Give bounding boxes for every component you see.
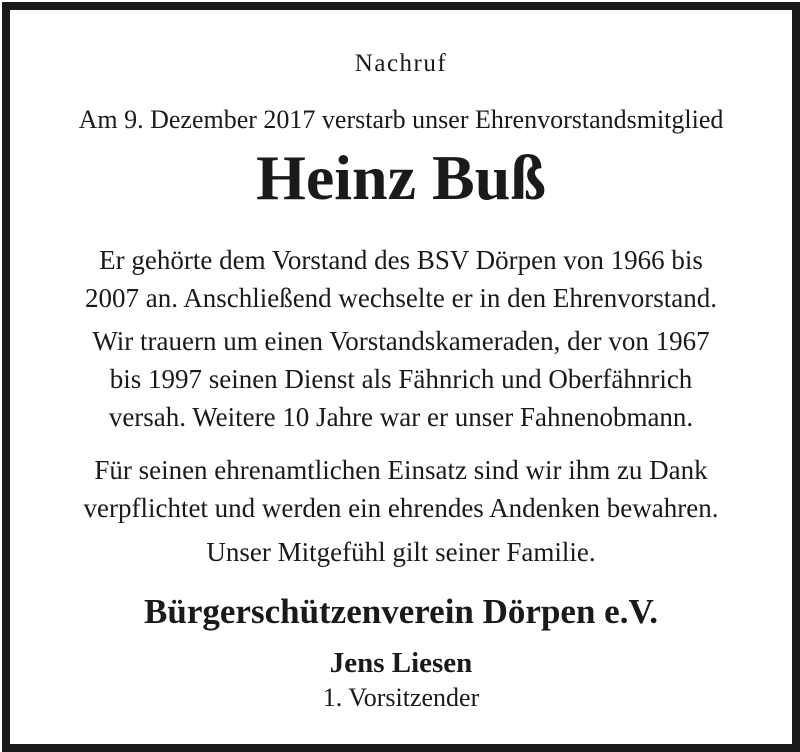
organization-name: Bürgerschützenverein Dörpen e.V. — [144, 592, 658, 631]
text-line: verpflichtet und werden ein ehrendes Andenken bewahren. — [83, 493, 719, 523]
text-line: versah. Weitere 10 Jahre war er unser Fahnenobmann. — [108, 402, 694, 432]
notice-heading: Nachruf — [354, 50, 448, 77]
paragraph-service — [10, 322, 792, 436]
signer-name: Jens Liesen — [329, 647, 473, 679]
obituary-notice — [2, 2, 800, 752]
text-line: Wir trauern um einen Vorstandskameraden, der von 1967 — [92, 326, 710, 356]
text-line: Für seinen ehrenamtlichen Einsatz sind wir ihm zu Dank — [94, 455, 708, 485]
text-line: 2007 an. Anschließend wechselte er in den Ehrenvorstand. — [84, 283, 718, 313]
text-line: Er gehörte dem Vorstand des BSV Dörpen von 1966 bis — [99, 245, 703, 275]
paragraph-gratitude — [10, 451, 792, 527]
sympathy-text: Unser Mitgefühl gilt seiner Familie. — [206, 537, 596, 567]
intro-text: Am 9. Dezember 2017 verstarb unser Ehrenvorstandsmitglied — [78, 105, 724, 134]
signer-role: 1. Vorsitzender — [322, 683, 480, 712]
text-line: bis 1997 seinen Dienst als Fähnrich und Oberfähnrich — [109, 364, 693, 394]
deceased-name: Heinz Buß — [256, 142, 546, 213]
paragraph-board-membership — [10, 241, 792, 317]
